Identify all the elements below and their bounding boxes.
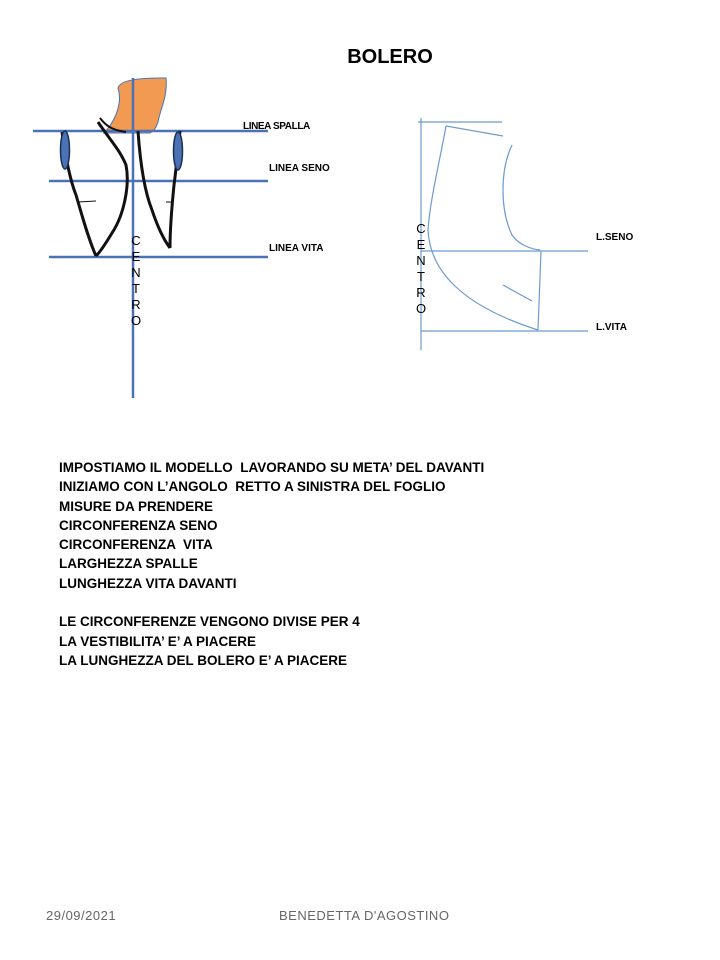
instruction-line: MISURE DA PRENDERE xyxy=(59,498,214,514)
instruction-line: IMPOSTIAMO IL MODELLO LAVORANDO SU META’ DEL DAVANTI xyxy=(59,460,485,475)
pattern-draft xyxy=(400,110,600,360)
instruction-line: LA VESTIBILITA’ E’ A PIACERE xyxy=(59,633,257,649)
instruction-line: LARGHEZZA SPALLE xyxy=(59,556,198,572)
left-armhole xyxy=(61,131,70,169)
label-linea-spalla: LINEA SPALLA xyxy=(243,121,310,132)
footer-date: 29/09/2021 xyxy=(46,908,117,923)
centro-vertical-label-left: C E N T R O xyxy=(130,233,142,328)
right-armhole xyxy=(174,132,183,170)
label-l-vita: L.VITA xyxy=(596,322,627,333)
instruction-line: LE CIRCONFERENZE VENGONO DIVISE PER 4 xyxy=(59,614,360,630)
draft-dart xyxy=(503,285,532,301)
instruction-line: LA LUNGHEZZA DEL BOLERO E’ A PIACERE xyxy=(59,652,348,668)
centro-vertical-label-right: C E N T R O xyxy=(415,221,427,316)
neck-shape xyxy=(104,78,166,133)
instruction-line: CIRCONFERENZA VITA xyxy=(59,537,213,553)
draft-shoulder xyxy=(446,126,503,136)
label-linea-seno: LINEA SENO xyxy=(269,163,330,174)
instructions-text xyxy=(59,458,484,670)
instruction-line: LUNGHEZZA VITA DAVANTI xyxy=(59,575,237,591)
draft-neckline xyxy=(428,126,538,330)
label-l-seno: L.SENO xyxy=(596,232,634,243)
footer-author: BENEDETTA D'AGOSTINO xyxy=(279,908,450,923)
label-linea-vita: LINEA VITA xyxy=(269,243,324,254)
instruction-line: INIZIAMO CON L’ANGOLO RETTO A SINISTRA DEL FOGLIO xyxy=(59,479,446,495)
instruction-spacer xyxy=(59,593,484,612)
center-front-edge xyxy=(138,131,170,248)
instruction-line: CIRCONFERENZA SENO xyxy=(59,517,218,533)
page-title: BOLERO xyxy=(347,46,433,68)
left-front-edge xyxy=(96,122,127,256)
draft-side-seam xyxy=(538,251,541,330)
draft-armhole xyxy=(503,145,540,250)
